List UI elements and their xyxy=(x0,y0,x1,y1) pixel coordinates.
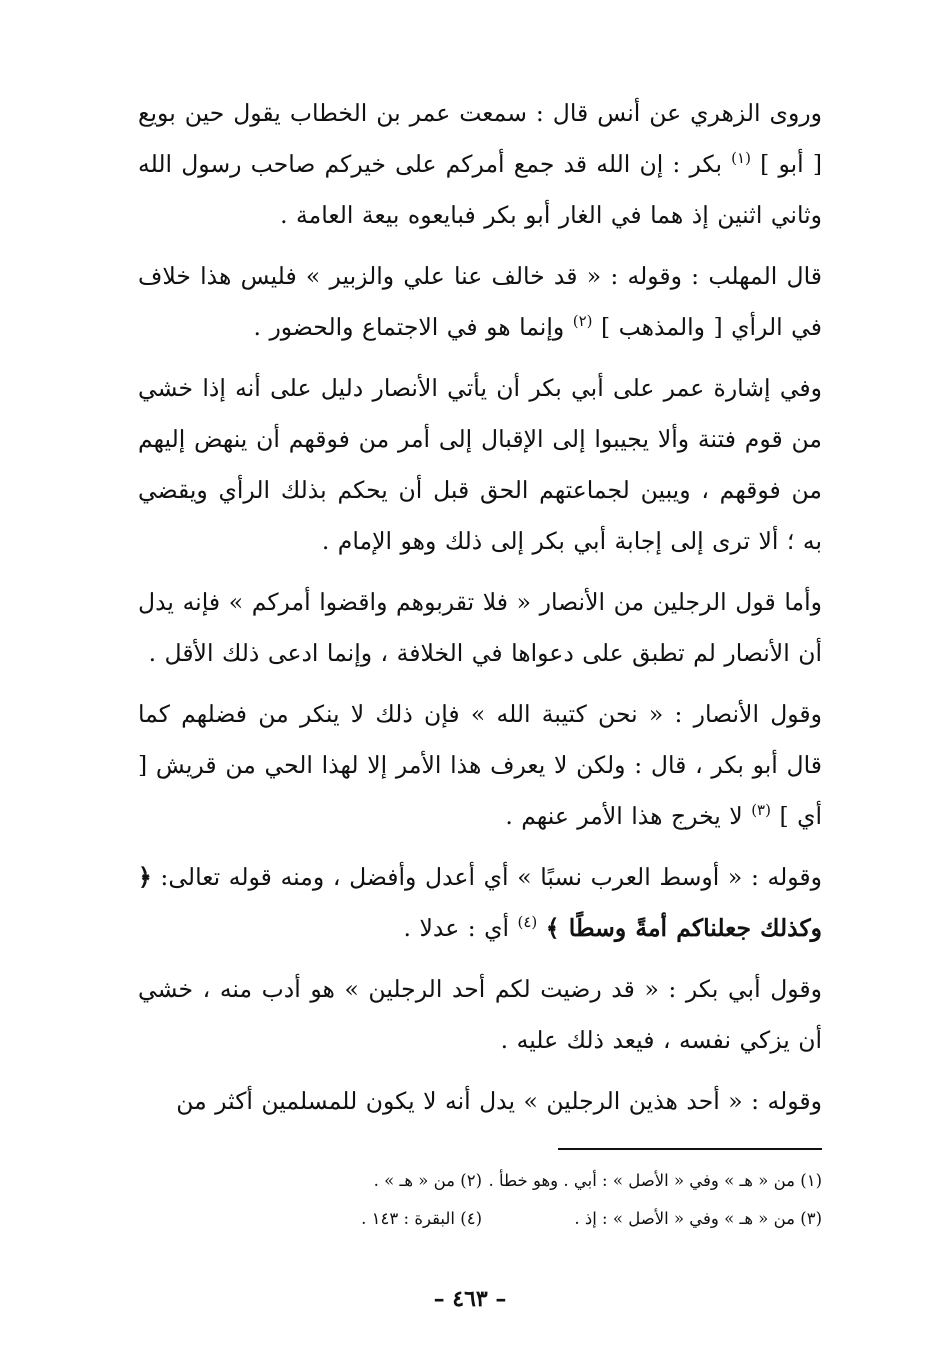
paragraph-text: بكر : إن الله قد جمع أمركم على خيركم صاحب رسول الله وثاني اثنين إذ هما في الغار أبو بكر فبايعوه بيعة العامة . xyxy=(138,150,822,229)
paragraph-text xyxy=(537,914,545,942)
paragraph-text: وقول الأنصار : « نحن كتيبة الله » فإن ذلك لا ينكر من فضلهم كما قال أبو بكر ، قال : ولكن لا يعرف هذا الأمر إلا لهذا الحي من قريش [ أي ] xyxy=(138,700,822,830)
main-text xyxy=(138,88,822,1137)
footnote-reference: (٢) xyxy=(572,312,593,331)
paragraph xyxy=(138,964,822,1066)
paragraph-text: وقول أبي بكر : « قد رضيت لكم أحد الرجلين » هو أدب منه ، خشي أن يزكي نفسه ، فيعد ذلك عليه . xyxy=(138,975,822,1054)
footnote-reference: (١) xyxy=(731,149,751,168)
paragraph xyxy=(138,689,822,842)
paragraph xyxy=(138,88,822,241)
paragraph xyxy=(138,251,822,353)
footnote-row xyxy=(150,1200,822,1238)
paragraph xyxy=(138,852,822,954)
footnote-1: (١) من « هـ » وفي « الأصل » : أبي . وهو خطأ . xyxy=(488,1171,822,1190)
paragraph xyxy=(138,1076,822,1127)
footnotes xyxy=(150,1162,822,1238)
paragraph-text: لا يخرج هذا الأمر عنهم . xyxy=(505,802,752,830)
paragraph xyxy=(138,577,822,679)
paragraph-text: وإنما هو في الاجتماع والحضور . xyxy=(253,313,573,341)
quran-quote: ﴿ وكذلك جعلناكم أمةً وسطًا ﴾ xyxy=(138,863,822,942)
footnote-reference: (٤) xyxy=(517,913,538,932)
footnote-2: (٢) من « هـ » . xyxy=(373,1171,482,1190)
paragraph-text: وأما قول الرجلين من الأنصار « فلا تقربوهم واقضوا أمركم » فإنه يدل أن الأنصار لم تطبق على دعواها في الخلافة ، وإنما ادعى ذلك الأقل . xyxy=(138,588,822,667)
footnote-row xyxy=(150,1162,822,1200)
paragraph-text: وقوله : « أحد هذين الرجلين » يدل أنه لا يكون للمسلمين أكثر من xyxy=(176,1087,822,1115)
paragraph-text: وقوله : « أوسط العرب نسبًا » أي أعدل وأفضل ، ومنه قوله تعالى: xyxy=(151,863,822,891)
footnote-reference: (٣) xyxy=(751,801,771,820)
footnote-4: (٤) البقرة : ١٤٣ . xyxy=(361,1209,482,1228)
footnote-separator xyxy=(558,1148,822,1150)
paragraph xyxy=(138,363,822,567)
paragraph-text: أي : عدلا . xyxy=(403,914,518,942)
paragraph-text: وروى الزهري عن أنس قال : سمعت عمر بن الخطاب يقول حين بويع [ أبو ] xyxy=(138,99,822,178)
paragraph-text: قال المهلب : وقوله : « قد خالف عنا علي والزبير » فليس هذا خلاف في الرأي [ والمذهب ] xyxy=(138,262,822,341)
page-number: – ٤٦٣ – xyxy=(433,1286,507,1312)
footnote-3: (٣) من « هـ » وفي « الأصل » : إذ . xyxy=(574,1209,822,1228)
paragraph-text: وفي إشارة عمر على أبي بكر أن يأتي الأنصار دليل على أنه إذا خشي من قوم فتنة وألا يجيبوا إلى الإقبال إلى أمر من فوقهم أن ينهض إليهم من فوقهم ، ويبين لجماعتهم الحق قبل أن يحكم بذلك الرأي ويقضي به ؛ ألا ترى إلى إجابة أبي بكر إلى ذلك وهو الإمام . xyxy=(138,374,822,555)
